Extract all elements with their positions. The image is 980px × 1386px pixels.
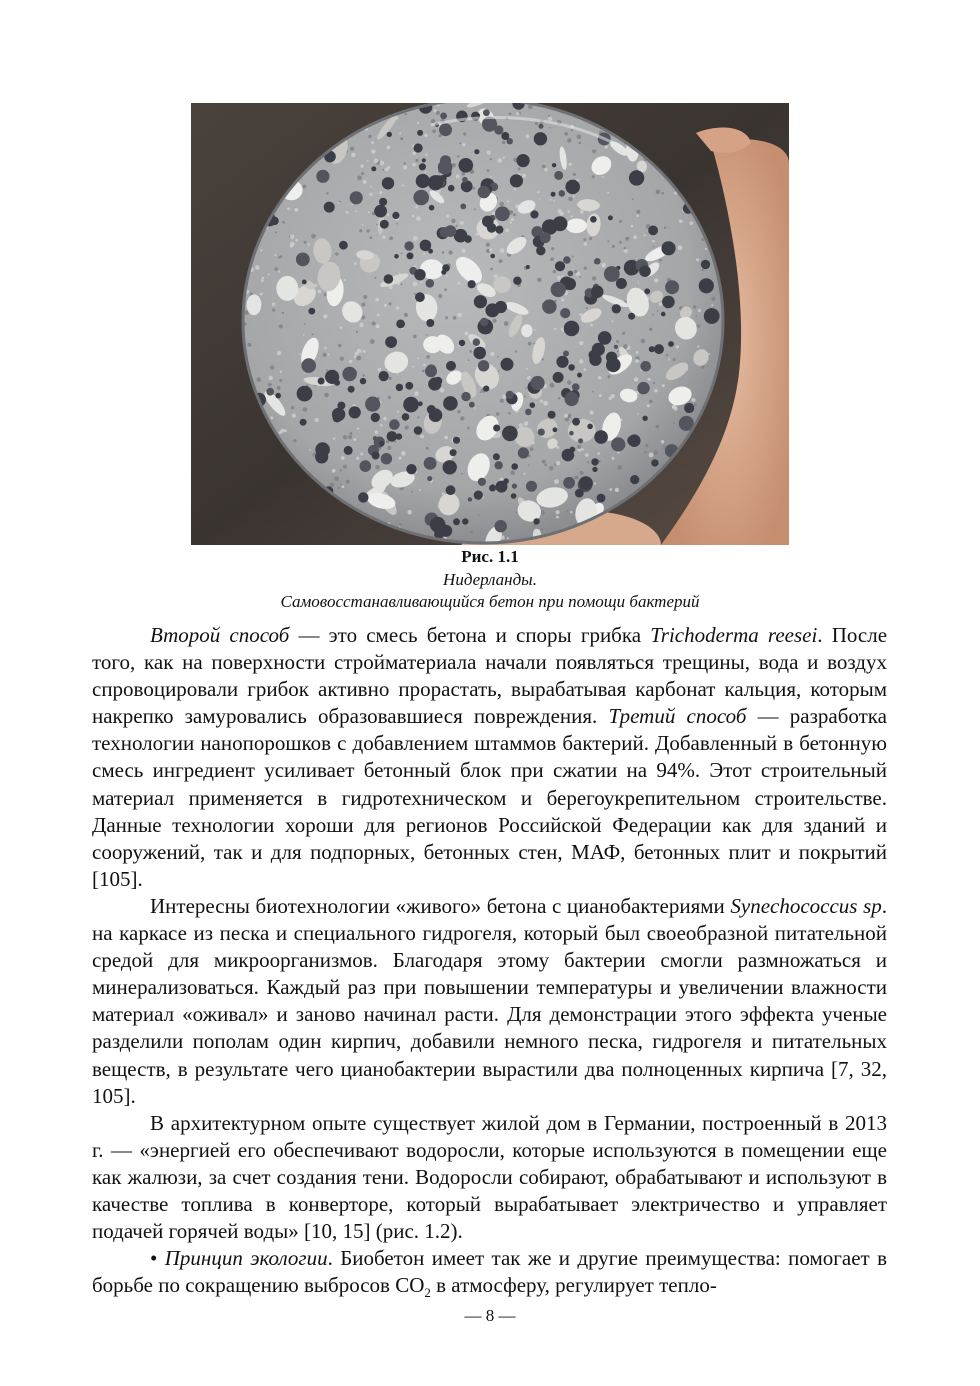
paragraph-3 [92,1110,887,1245]
concrete-sample-photo [191,103,789,545]
text-run: — это смесь бетона и споры грибка [289,623,651,647]
emphasis-ecology-principle: Принцип экологии [164,1246,328,1271]
paragraph-4 [92,1245,887,1299]
body-text [92,622,887,1299]
species-name: Synechococcus sp [730,893,882,918]
text-run: . на каркасе из песка и специального гидрогеля, который был своеобразной питательной средой для микроорганизмов. Благодаря этому бактерии смогли размножаться и минерализоваться. Каждый раз при повышении температуры и увеличении влажности материал «оживал» и заново начинал расти. Для демонстрации этого эффекта ученые разделили пополам один кирпич, добавили немного песка, гидрогеля и питательных веществ, в результате чего цианобактерии вырастили два полноценных кирпича [7, 32, 105]. [92,893,887,1108]
page-number: — 8 — [464,1306,516,1325]
species-name: Trichoderma reesei [650,623,818,647]
text-run: . Биобетон имеет так же и другие преимущества: помогает в борьбе по сокращению выбросов CO [92,1246,888,1298]
paragraph-1 [92,622,887,893]
emphasis-second-method: Второй способ [150,623,290,647]
text-run: — разработка технологии нанопорошков с добавлением штаммов бактерий. Добавленный в бетонную смесь ингредиент усиливает бетонный блок при сжатии на 94%. Этот строительный материал применяется в гидротехническом и берегоукрепительном строительстве. Данные технологии хороши для регионов Российской Федерации как для зданий и сооружений, так и для подпорных, бетонных стен, МАФ, бетонных плит и покрытий [105]. [92,704,887,891]
figure-caption-title: Самовосстанавливающийся бетон при помощи бактерий [280,592,700,611]
emphasis-third-method: Третий способ [608,704,747,729]
figure-caption-country: Нидерланды. [443,570,537,589]
figure-label: Рис. 1.1 [461,547,519,566]
text-run: В архитектурном опыте существует жилой дом в Германии, построенный в 2013 г. — «энергией его обеспечивают водоросли, которые используются в помещении еще как жалюзи, за счет создания тени. Водоросли собирают, обрабатывают и используют в качестве топлива в конверторе, который вырабатывает электричество и управляет подачей горячей воды» [10, 15] (рис. 1.2). [92,1110,887,1244]
text-run: в атмосферу, регулирует тепло- [430,1273,717,1298]
subscript-2: 2 [424,1285,431,1301]
text-run: . После того, как на поверхности стройматериала начали появляться трещины, вода и воздух спровоцировали грибок активно прорастать, вырабатывая карбонат кальция, которым накрепко замуровались образовавшиеся повреждения. [92,623,888,729]
text-run: Интересны биотехнологии «живого» бетона с цианобактериями [150,893,731,918]
bullet-marker: • [150,1246,158,1271]
paragraph-2 [92,893,887,1110]
